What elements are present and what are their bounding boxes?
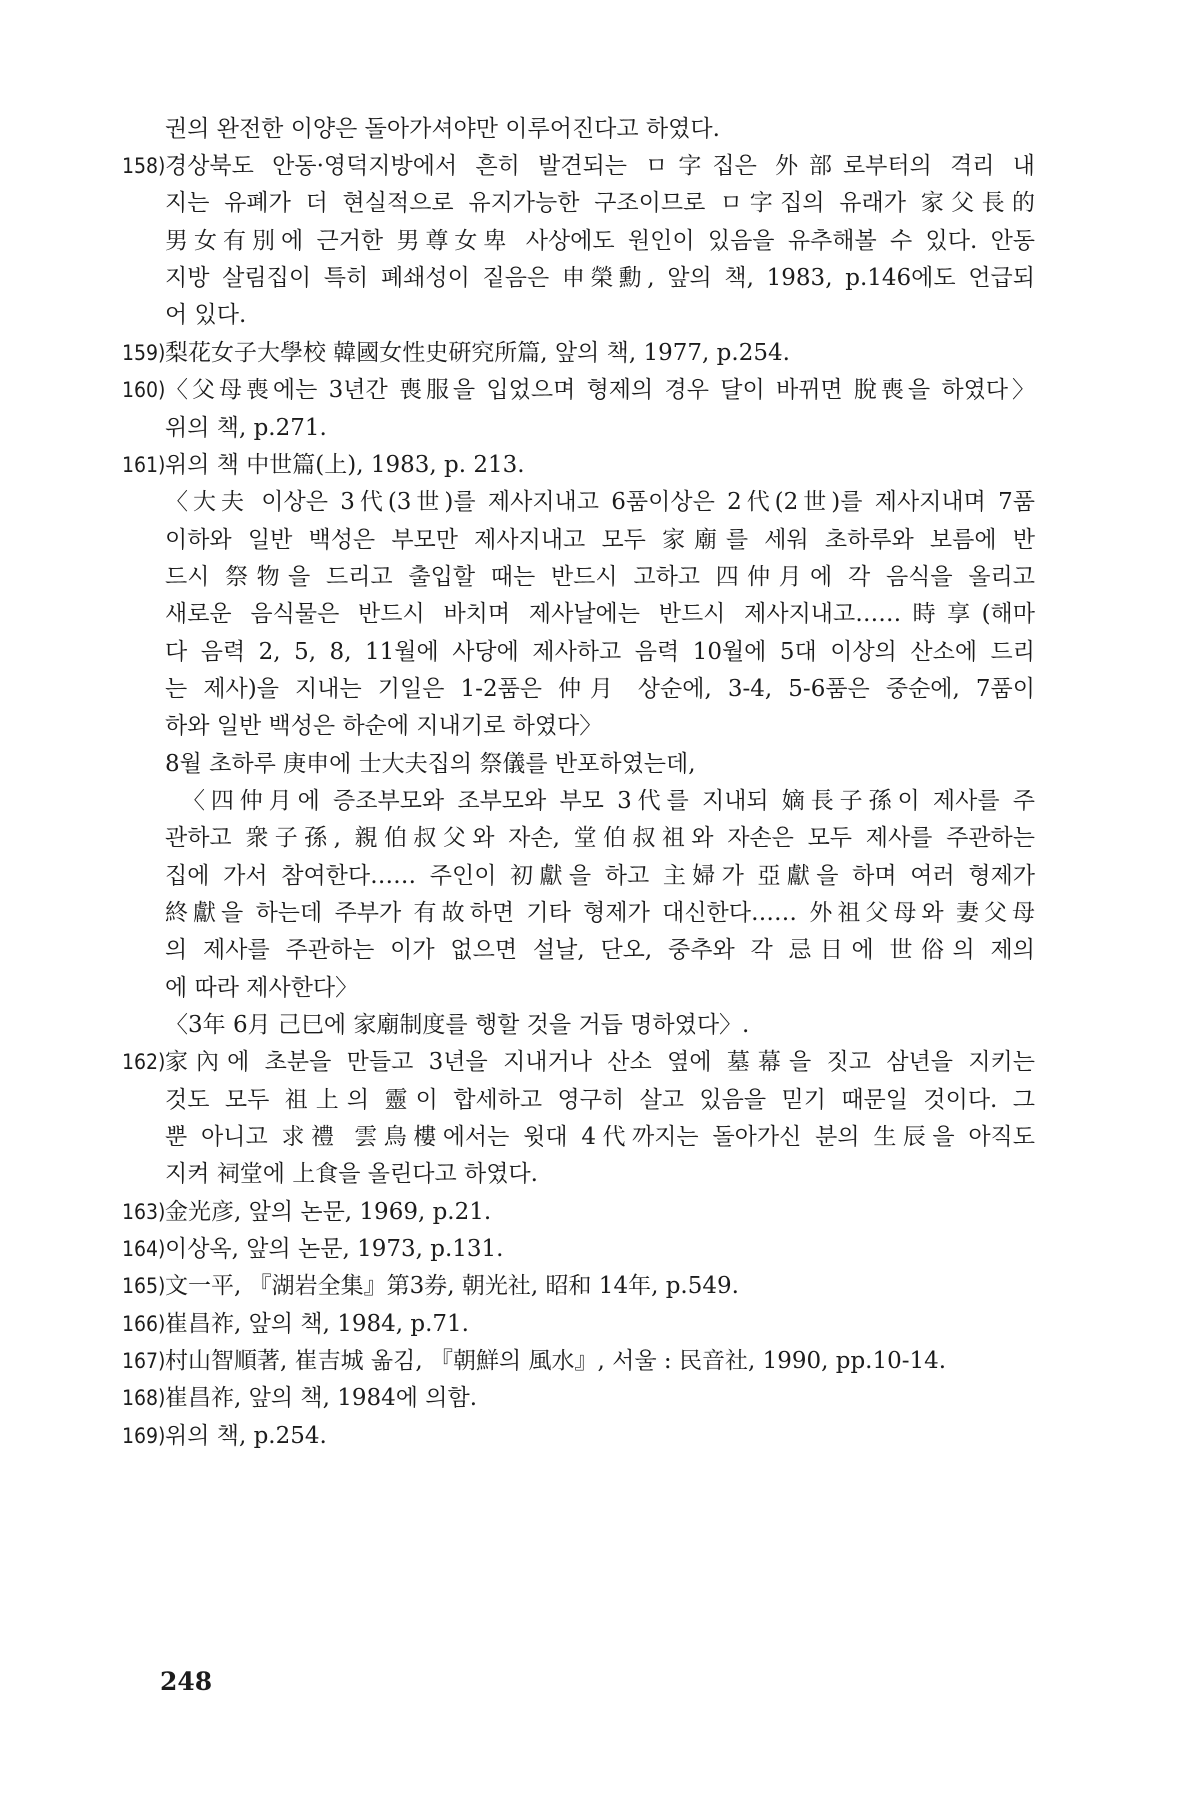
footnote-line: 위의 책 中世篇(上), 1983, p. 213.	[165, 452, 525, 478]
footnote-number: 165)	[122, 1274, 166, 1298]
footnote-line: 이하와 일반 백성은 부모만 제사지내고 모두 家廟를 세워 초하루와 보름에 반	[165, 527, 1035, 553]
footnote-line: 〈3年 6月 己巳에 家廟制度를 행할 것을 거듭 명하였다〉.	[165, 1012, 750, 1038]
footnote-line: 의 제사를 주관하는 이가 없으면 설날, 단오, 중추와 각 忌日에 世俗의 제의	[165, 937, 1035, 963]
footnote-line: 梨花女子大學校 韓國女性史硏究所篇, 앞의 책, 1977, p.254.	[165, 340, 790, 366]
footnote-line: 지방 살림집이 특히 폐쇄성이 짙음은 申榮勳, 앞의 책, 1983, p.146에도 언급되	[165, 265, 1035, 291]
footnote-number: 160)	[122, 378, 166, 402]
footnote-line: 새로운 음식물은 반드시 바치며 제사날에는 반드시 제사지내고……時享(해마	[165, 601, 1035, 627]
footnote-line: 男女有別에 근거한 男尊女卑 사상에도 원인이 있음을 유추해볼 수 있다. 안동	[165, 228, 1035, 254]
footnote-line: 崔昌祚, 앞의 책, 1984, p.71.	[165, 1311, 469, 1337]
footnote-number: 167)	[122, 1349, 166, 1373]
footnote-line: 〈大夫 이상은 3代(3世)를 제사지내고 6품이상은 2代(2世)를 제사지내며 7품	[165, 489, 1035, 515]
footnote-number: 164)	[122, 1237, 166, 1261]
footnote-line: 관하고 衆子孫, 親伯叔父와 자손, 堂伯叔祖와 자손은 모두 제사를 주관하는	[165, 825, 1035, 851]
footnote-line: 위의 책, p.254.	[165, 1423, 327, 1449]
footnote-number: 158)	[122, 154, 166, 178]
footnote-line: 드시 祭物을 드리고 출입할 때는 반드시 고하고 四仲月에 각 음식을 올리고	[165, 564, 1035, 590]
footnote-line: 것도 모두 祖上의 靈이 합세하고 영구히 살고 있음을 믿기 때문일 것이다. 그	[165, 1087, 1035, 1113]
footnote-line: 村山智順著, 崔吉城 옮김, 『朝鮮의 風水』, 서울 : 民音社, 1990, pp.10-14.	[165, 1348, 947, 1374]
footnote-line: 金光彦, 앞의 논문, 1969, p.21.	[165, 1199, 492, 1225]
footnote-line: 8월 초하루 庚申에 士大夫집의 祭儀를 반포하였는데,	[165, 751, 696, 777]
footnote-line: 〈父母喪에는 3년간 喪服을 입었으며 형제의 경우 달이 바뀌면 脫喪을 하였다〉	[165, 377, 1035, 403]
footnote-number: 163)	[122, 1200, 166, 1224]
footnote-line: 文一平, 『湖岩全集』第3券, 朝光社, 昭和 14年, p.549.	[165, 1273, 739, 1299]
footnote-line: 는 제사)을 지내는 기일은 1-2품은 仲月 상순에, 3-4, 5-6품은 중순에, 7품이	[165, 676, 1035, 702]
footnote-line: 하와 일반 백성은 하순에 지내기로 하였다〉	[165, 713, 603, 739]
footnote-line: 권의 완전한 이양은 돌아가셔야만 이루어진다고 하였다.	[165, 116, 720, 142]
footnote-number: 162)	[122, 1050, 166, 1074]
footnote-line: 뿐 아니고 求禮 雲鳥樓에서는 윗대 4代까지는 돌아가신 분의 生辰을 아직도	[165, 1124, 1035, 1150]
footnote-line: 崔昌祚, 앞의 책, 1984에 의함.	[165, 1385, 478, 1411]
footnote-number: 168)	[122, 1386, 166, 1410]
footnote-line: 위의 책, p.271.	[165, 415, 327, 441]
footnote-number: 159)	[122, 341, 166, 365]
footnote-number: 169)	[122, 1424, 166, 1448]
footnote-line: 경상북도 안동·영덕지방에서 흔히 발견되는 ㅁ字집은 外部로부터의 격리 내	[165, 153, 1035, 179]
footnote-number: 161)	[122, 453, 166, 477]
footnote-line: 〈四仲月에 증조부모와 조부모와 부모 3代를 지내되 嫡長子孫이 제사를 주	[182, 788, 1035, 814]
footnote-line: 이상옥, 앞의 논문, 1973, p.131.	[165, 1236, 504, 1262]
footnote-line: 지는 유폐가 더 현실적으로 유지가능한 구조이므로 ㅁ字집의 유래가 家父長的	[165, 190, 1035, 216]
footnote-line: 집에 가서 참여한다…… 주인이 初獻을 하고 主婦가 亞獻을 하며 여러 형제가	[165, 863, 1035, 889]
footnote-line: 家內에 초분을 만들고 3년을 지내거나 산소 옆에 墓幕을 짓고 삼년을 지키는	[165, 1049, 1035, 1075]
footnote-number: 166)	[122, 1312, 166, 1336]
footnote-line: 지켜 祠堂에 上食을 올린다고 하였다.	[165, 1161, 538, 1187]
footnote-line: 에 따라 제사한다〉	[165, 975, 359, 1001]
page-number: 248	[160, 1667, 213, 1696]
footnote-line: 어 있다.	[165, 302, 247, 328]
footnote-line: 終獻을 하는데 주부가 有故하면 기타 형제가 대신한다…… 外祖父母와 妻父母	[165, 900, 1035, 926]
footnote-line: 다 음력 2, 5, 8, 11월에 사당에 제사하고 음력 10월에 5대 이상의 산소에 드리	[165, 639, 1035, 665]
